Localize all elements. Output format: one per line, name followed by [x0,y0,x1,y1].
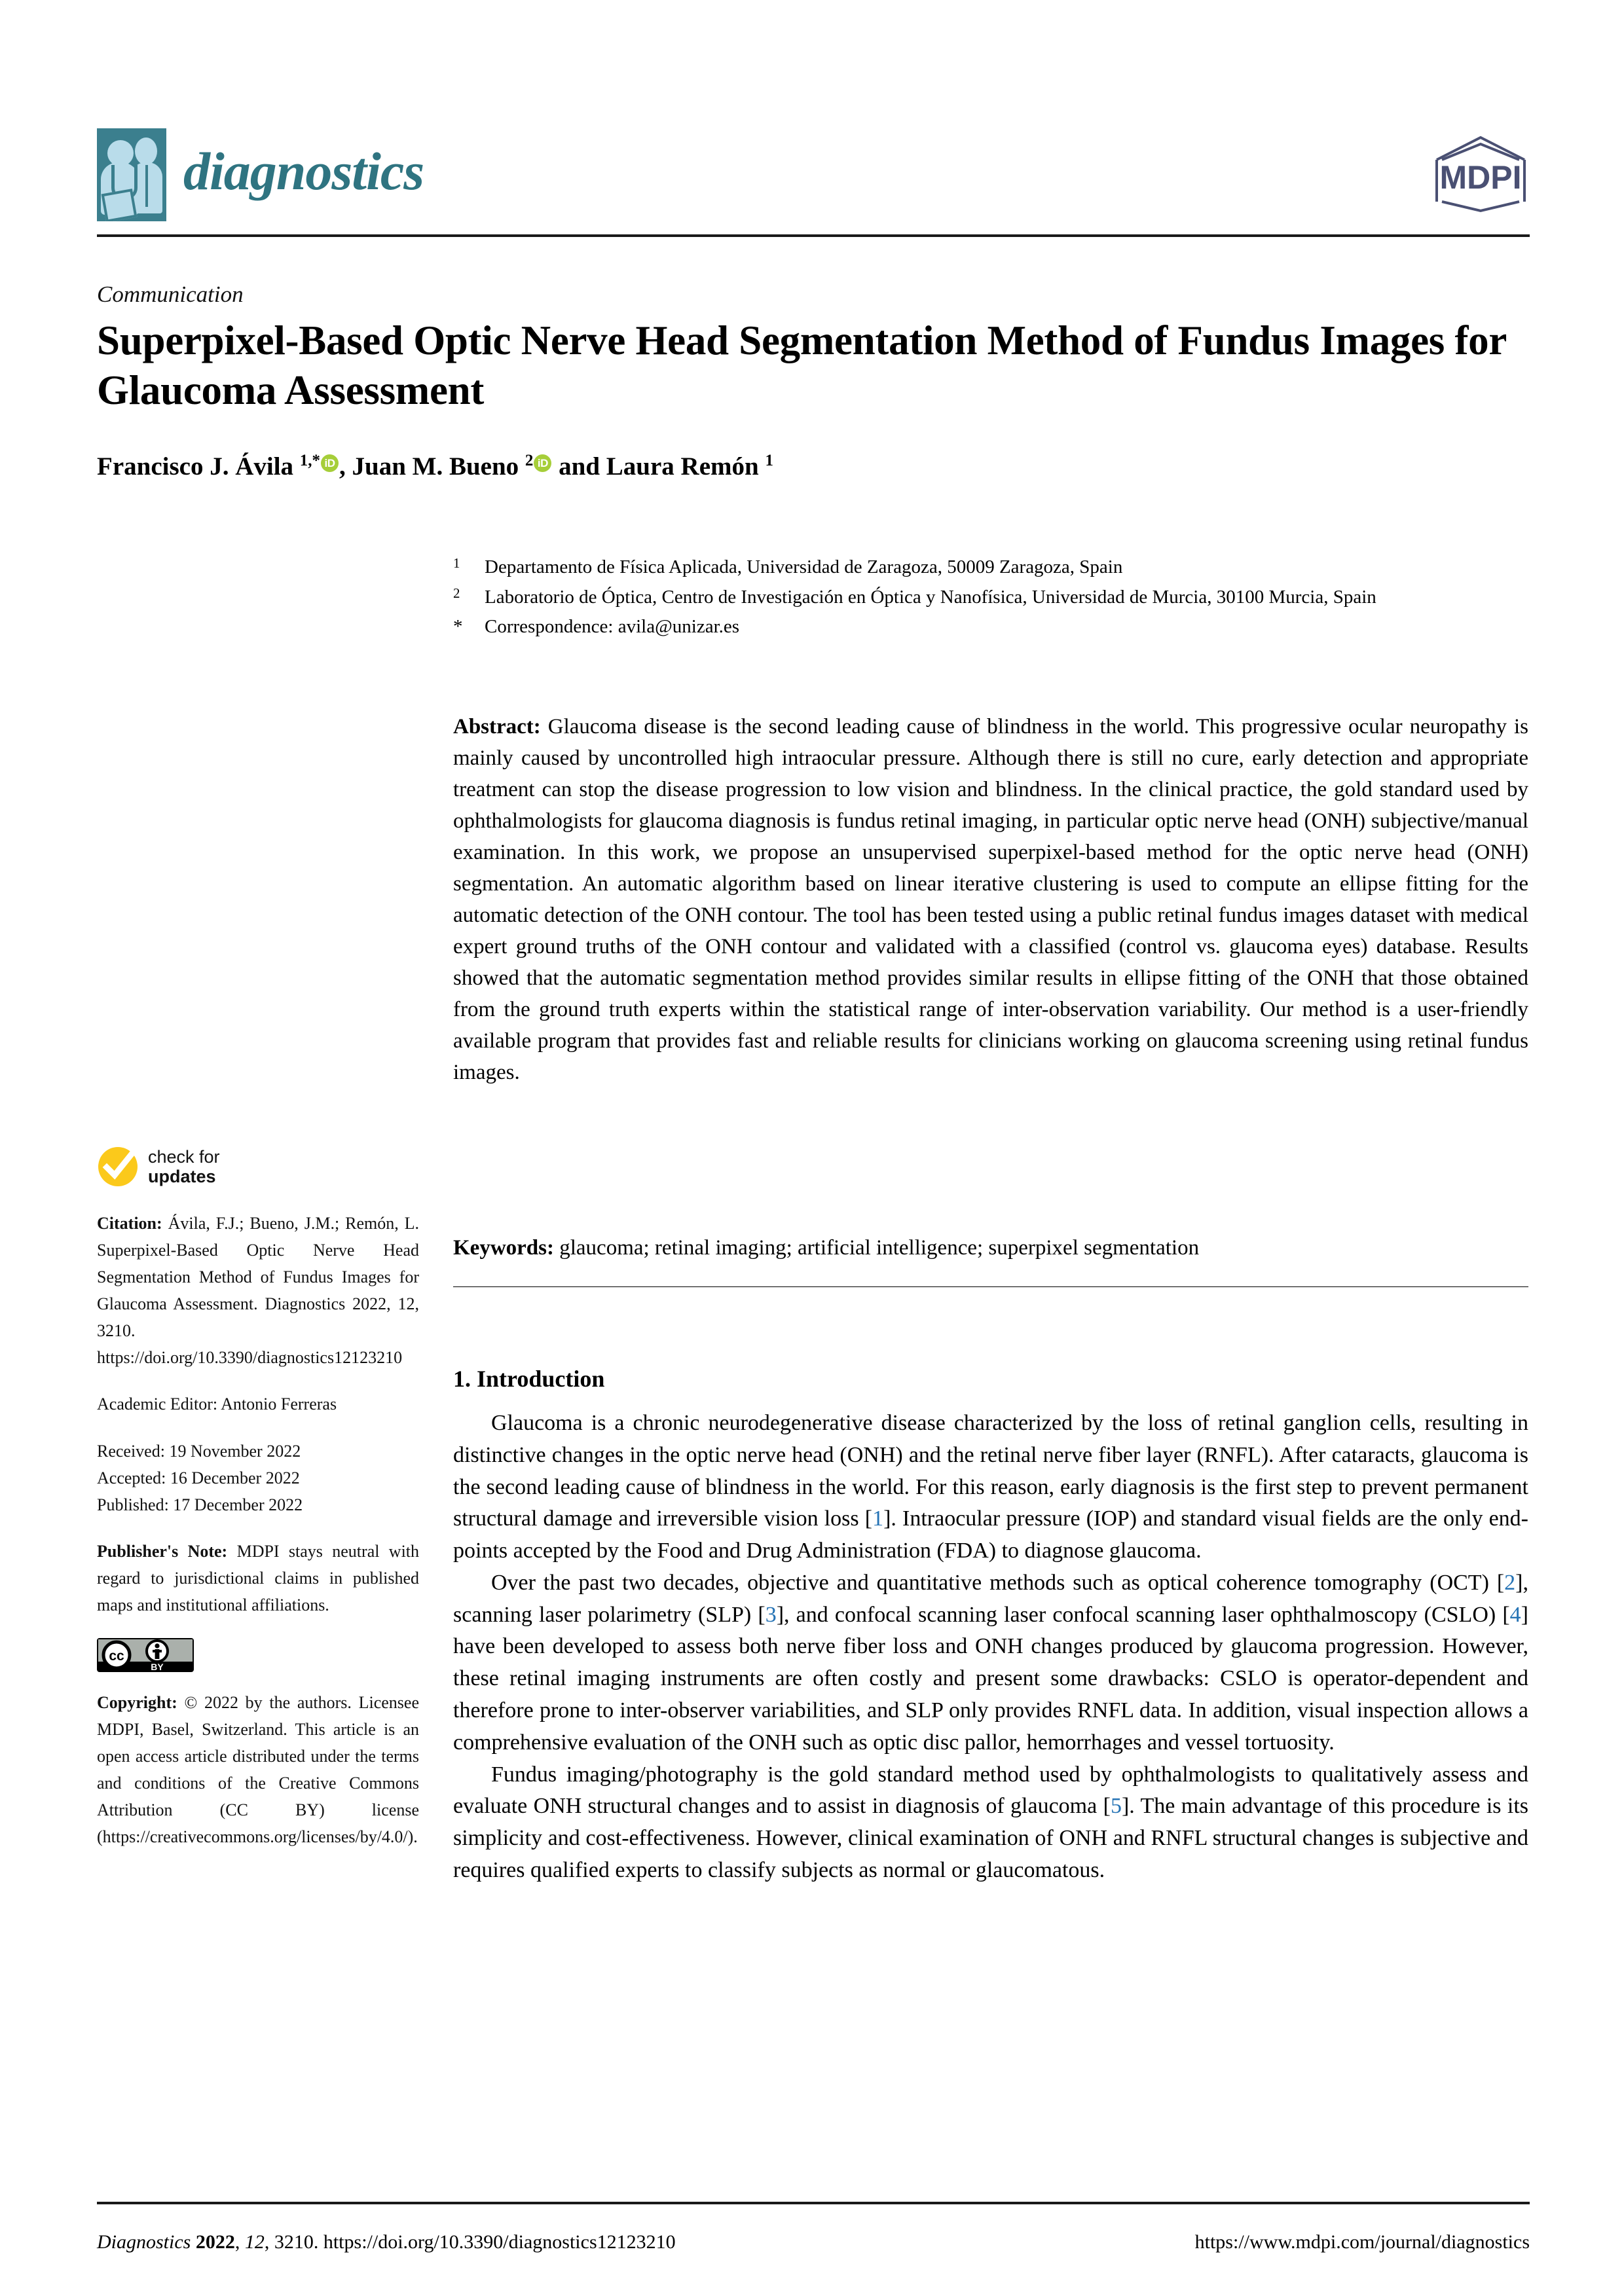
received-date: Received: 19 November 2022 [97,1441,301,1461]
copyright-block [97,1689,419,1850]
check-updates-line1: check for [148,1146,220,1167]
affiliation-item [453,553,1527,583]
paragraph: Glaucoma is a chronic neurodegenerative disease characterized by the loss of retinal ganglion cells, resulting in distinctive changes in the optic nerve head (ONH) and the retinal nerve fiber layer (RNFL). After cataracts, glaucoma is the second leading cause of blindness in the world. For this reason, early diagnosis is the first step to prevent permanent structural damage and irreversible vision loss [1]. Intraocular pressure (IOP) and standard visual fields are the only end-points accepted by the Food and Drug Administration (FDA) to diagnose glaucoma. [453,1411,1528,1563]
affiliation-item [453,613,1527,641]
page-footer [97,2231,1530,2253]
citation-label: Citation: [97,1214,162,1233]
header-divider [97,234,1530,237]
affiliation-marker: 2 [453,585,460,601]
svg-text:cc: cc [109,1649,124,1664]
citation-block [97,1210,419,1371]
author-list: Francisco J. Ávila $^{1,*}$ iD , Juan M. Bueno $^2$ iD and Laura Remón $^1$ [97,452,773,481]
accepted-date: Accepted: 16 December 2022 [97,1468,300,1487]
published-date: Published: 17 December 2022 [97,1495,303,1514]
check-updates-text [148,1147,220,1186]
page-title: Superpixel-Based Optic Nerve Head Segmentation Method of Fundus Images for Glaucoma Assessment [97,318,1506,413]
correspondence-email[interactable]: Correspondence: avila@unizar.es [485,616,740,638]
mdpi-wordmark: MDPI [1439,159,1522,196]
page-header [97,128,1530,233]
footer-citation: Diagnostics 2022, 12, 3210. https://doi.org/10.3390/diagnostics12123210 [97,2231,676,2253]
publishers-note [97,1538,419,1618]
svg-text:BY: BY [151,1662,164,1673]
check-circle-icon [97,1146,139,1188]
academic-editor: Academic Editor: Antonio Ferreras [97,1394,337,1414]
sidebar [97,1146,419,1870]
article-type: Communication [97,282,244,307]
footer-divider [97,2202,1530,2204]
paragraph: Fundus imaging/photography is the gold standard method used by ophthalmologists to qualitatively assess and evaluate ONH structural changes and to assist in diagnosis of glaucoma [5]. The main advantage of this procedure is its simplicity and cost-effectiveness. However, clinical examination of ONH and RNFL structural changes is subjective and requires qualified experts to classify subjects as normal or glaucomatous. [453,1762,1529,1882]
keywords-divider [453,1286,1528,1287]
keywords-text: glaucoma; retinal imaging; artificial intelligence; superpixel segmentation [559,1236,1200,1260]
abstract [453,711,1528,1088]
citation-text: Ávila, F.J.; Bueno, J.M.; Remón, L. Superpixel-Based Optic Nerve Head Segmentation Method of Fundus Images for Glaucoma Assessment. Diagnostics 2022, 12, 3210. https://doi.org/10.3390/diagnostics12123210 [97,1214,420,1368]
introduction-body [453,1408,1528,1887]
creative-commons-by-icon[interactable] [97,1638,194,1672]
footer-journal-url[interactable]: https://www.mdpi.com/journal/diagnostics [1194,2231,1530,2253]
publication-dates [97,1438,419,1518]
orcid-icon[interactable]: iD [534,454,551,472]
publishers-note-label: Publisher's Note: [97,1541,228,1561]
check-updates-line2: updates [148,1167,216,1186]
journal-logo[interactable] [97,128,424,221]
affiliation-marker: * [453,616,463,638]
copyright-label: Copyright: [97,1693,177,1713]
abstract-text: Glaucoma disease is the second leading cause of blindness in the world. This progressive ocular neuropathy is mainly caused by uncontrolled high intraocular pressure. Although there is still no cure, early detection and appropriate treatment can stop the disease progression to low vision and blindness. In the clinical practice, the gold standard used by ophthalmologists for glaucoma diagnosis is fundus retinal imaging, in particular optic nerve head (ONH) subjective/manual examination. In this work, we propose an unsupervised superpixel-based method for the optic nerve head (ONH) segmentation. An automatic algorithm based on linear iterative clustering is used to compute an ellipse fitting for the automatic detection of the ONH contour. The tool has been tested using a public retinal fundus images dataset with medical expert ground truths of the ONH contour and validated with a classified (control vs. glaucoma eyes) database. Results showed that the automatic segmentation method provides similar results in ellipse fitting of the ONH that those obtained from the ground truth experts within the statistical range of inter-observation variability. Our method is a user-friendly available program that provides fast and reliable results for clinicians working on glaucoma screening using retinal fundus images. [453,715,1528,1084]
check-for-updates-badge[interactable] [97,1146,419,1188]
paragraph: Over the past two decades, objective and quantitative methods such as optical coherence tomography (OCT) [2], scanning laser polarimetry (SLP) [3], and confocal scanning laser confocal scanning laser ophthalmoscopy (CSLO) [4] have been developed to assess both nerve fiber loss and ONH changes produced by glaucoma progression. However, these retinal imaging instruments are often costly and present some drawbacks: CSLO is operator-dependent and therefore prone to inter-observer variabilities, and SLP only provides RNFL data. In addition, visual inspection allows a comprehensive evaluation of the ONH such as optic disc pallor, hemorrhages and vessel tortuosity. [453,1570,1528,1755]
diagnostics-journal-logo-icon [97,128,166,221]
publishers-note-text: MDPI stays neutral with regard to jurisdictional claims in published maps and institutional affiliations. [97,1541,420,1614]
affiliations [453,553,1527,641]
affiliation-item [453,583,1527,613]
mdpi-logo-icon[interactable] [1431,134,1530,213]
journal-name: diagnostics [183,141,424,201]
affiliation-marker: 1 [453,555,460,571]
abstract-label: Abstract: [453,715,541,738]
affiliation-text: Laboratorio de Óptica, Centro de Investigación en Óptica y Nanofísica, Universidad de Murcia, 30100 Murcia, Spain [485,586,1376,608]
section-heading: 1. Introduction [453,1366,605,1392]
keywords [453,1232,1528,1264]
affiliation-text: Departamento de Física Aplicada, Universidad de Zaragoza, 50009 Zaragoza, Spain [485,556,1123,577]
orcid-icon[interactable]: iD [321,454,339,472]
keywords-label: Keywords: [453,1236,554,1260]
copyright-text: © 2022 by the authors. Licensee MDPI, Basel, Switzerland. This article is an open access article distributed under the terms and conditions of the Creative Commons Attribution (CC BY) license (https://creativecommons.org/licenses/by/4.0/). [97,1693,419,1847]
